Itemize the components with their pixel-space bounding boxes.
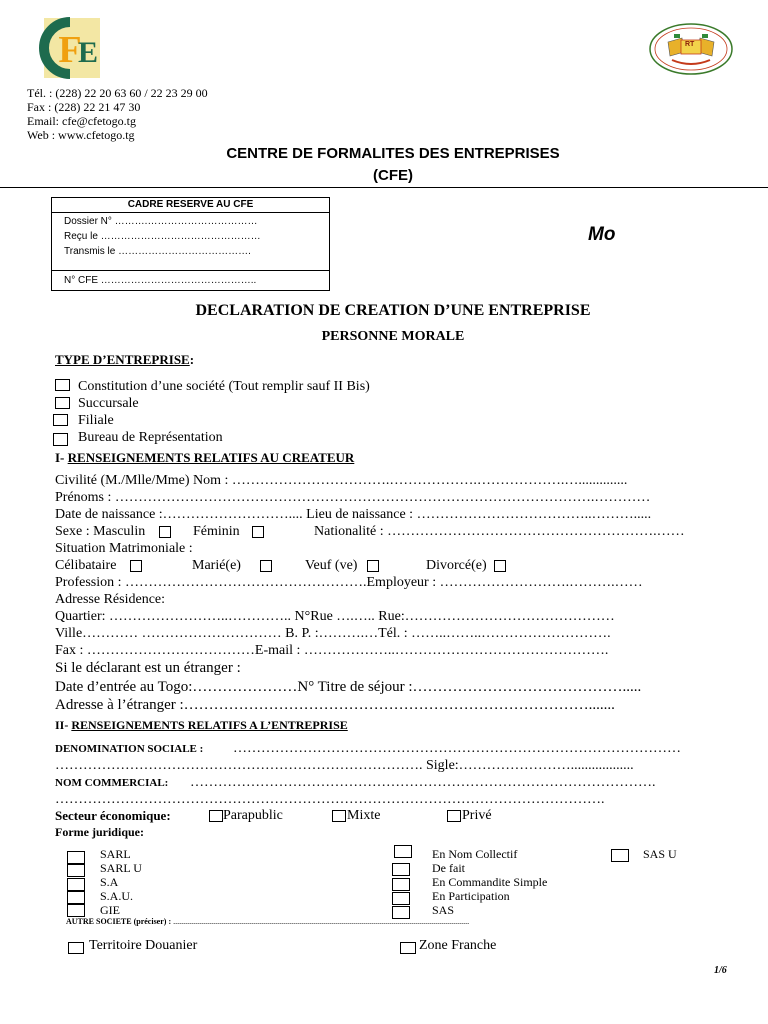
forme-sasu-checkbox[interactable] [611,849,629,862]
svg-text:F: F [58,29,82,71]
forme-nom-collectif-label: En Nom Collectif [432,847,518,861]
type-filiale-label: Filiale [78,413,114,428]
marie-label: Marié(e) [192,558,241,573]
subtitle: PERSONNE MORALE [321,329,465,344]
contact-tel: Tél. : (228) 22 20 63 60 / 22 23 29 00 [27,86,208,100]
forme-sau-label: S.A.U. [100,889,134,903]
denomination-label: DENOMINATION SOCIALE : [55,743,204,755]
autre-societe-label: AUTRE SOCIETE [66,917,132,926]
field-sigle[interactable]: ……………………………………………………………………. Sigle:…………………….................. [55,758,634,773]
type-constitution-label: Constitution d’une société (Tout remplir sauf II Bis) [78,379,370,394]
field-nom-commercial[interactable]: ………………………………………………………………………………………. [190,775,656,790]
forme-sa-checkbox[interactable] [67,878,85,891]
reserved-dossier: Dossier N° ……….…………………………… [64,216,258,227]
territoire-douanier-checkbox[interactable] [68,942,84,954]
divorce-checkbox[interactable] [494,560,506,572]
secteur-label: Secteur économique: [55,808,171,823]
forme-gie-label: GIE [100,903,120,917]
forme-sarlu-label: SARL U [100,861,142,875]
field-quartier[interactable]: Quartier: ……………………..………….. N°Rue ….….. Rue:……………………………………… [55,609,615,624]
reserved-ncfe: N° CFE ……………………………………….. [64,275,257,286]
parapublic-checkbox[interactable] [209,810,223,822]
celibataire-checkbox[interactable] [130,560,142,572]
cfe-logo [30,16,102,80]
forme-sas-label: SAS [432,903,455,917]
nom-commercial-label: NOM COMMERCIAL: [55,777,169,789]
svg-text:E: E [77,36,99,69]
autre-societe-preciser: (préciser) : [133,917,172,926]
mixte-label: Mixte [347,808,381,823]
contact-web: Web : www.cfetogo.tg [27,128,135,142]
forme-commandite-label: En Commandite Simple [432,875,548,889]
type-succursale-label: Succursale [78,396,139,411]
field-profession[interactable]: Profession : …………………………………………….Employeur : ……………………….……….…… [55,575,643,590]
zone-franche-label: Zone Franche [419,938,497,953]
forme-gie-checkbox[interactable] [67,904,85,917]
section2-heading: II- RENSEIGNEMENTS RELATIFS A L’ENTREPRISE [55,718,348,732]
contact-fax: Fax : (228) 22 21 47 30 [27,100,141,114]
mo-label: Mo [588,224,616,245]
reserved-box-title: CADRE RESERVE AU CFE [52,198,329,213]
divorce-label: Divorcé(e) [426,558,487,573]
prive-label: Privé [462,808,492,823]
seal-label: RT [685,41,695,48]
contact-email: Email: cfe@cfetogo.tg [27,114,137,128]
type-bureau-label: Bureau de Représentation [78,430,223,445]
forme-nom-collectif-checkbox[interactable] [394,845,412,858]
forme-sarl-checkbox[interactable] [67,851,85,864]
field-prenoms[interactable]: Prénoms : ………………………………………………………………………………………….………… [55,490,651,505]
section1-heading: I- RENSEIGNEMENTS RELATIFS AU CREATEUR [55,450,355,465]
type-filiale-checkbox[interactable] [53,414,68,426]
etranger-label: Si le déclarant est un étranger : [55,660,241,676]
type-succursale-checkbox[interactable] [55,397,70,409]
autre-societe-dots[interactable]: .................................................................................................................................................... [173,917,470,926]
field-fax[interactable]: Fax : ………………………………E-mail : ………………..………………………………………. [55,643,609,658]
sexe-label: Sexe : Masculin [55,524,146,539]
type-entreprise-heading: TYPE D’ENTREPRISE: [55,352,195,367]
forme-participation-label: En Participation [432,889,510,903]
forme-sa-label: S.A [100,875,119,889]
celibataire-label: Célibataire [55,558,117,573]
forme-sarl-label: SARL [100,847,131,861]
field-civilite[interactable]: Civilité (M./Mlle/Mme) Nom : …………………………….……………….……………….….............. [55,473,628,488]
marie-checkbox[interactable] [260,560,272,572]
zone-franche-checkbox[interactable] [400,942,416,954]
togo-seal [648,22,734,76]
forme-de-fait-label: De fait [432,861,465,875]
field-date-entree[interactable]: Date d’entrée au Togo:…………………N° Titre de séjour :……………………………………..... [55,679,642,695]
forme-sau-checkbox[interactable] [67,891,85,904]
sexe-masculin-checkbox[interactable] [159,526,171,538]
forme-participation-checkbox[interactable] [392,892,410,905]
type-constitution-checkbox[interactable] [55,379,70,391]
situation-label: Situation Matrimoniale : [55,541,193,556]
reserved-recu: Reçu le ………………………………………… [64,231,261,242]
field-nom-commercial-line2[interactable]: ………………………………………………………………………………………………………. [55,792,605,807]
center-title-line1: CENTRE DE FORMALITES DES ENTREPRISES [226,145,560,162]
field-ville[interactable]: Ville………… ………………………… B. P. :……….…Tél. : ……..……..………………………. [55,626,611,641]
header-divider [0,187,768,188]
adresse-label: Adresse Résidence: [55,592,166,607]
forme-de-fait-checkbox[interactable] [392,863,410,876]
mixte-checkbox[interactable] [332,810,346,822]
type-bureau-checkbox[interactable] [53,433,68,446]
forme-sarlu-checkbox[interactable] [67,864,85,877]
field-denomination[interactable]: …………………………………………………………………………………… [233,741,681,756]
territoire-douanier-label: Territoire Douanier [89,938,198,953]
center-title-line2: (CFE) [373,167,413,184]
autre-societe-row[interactable] [66,917,469,926]
field-adresse-etranger[interactable]: Adresse à l’étranger :………………………………………………………………………....... [55,697,615,713]
reserved-box [51,197,330,291]
sexe-feminin-label: Féminin [193,524,240,539]
forme-sasu-label: SAS U [643,847,677,861]
prive-checkbox[interactable] [447,810,461,822]
parapublic-label: Parapublic [223,808,283,823]
main-title: DECLARATION DE CREATION D’UNE ENTREPRISE [195,302,591,319]
sexe-feminin-checkbox[interactable] [252,526,264,538]
forme-commandite-checkbox[interactable] [392,878,410,891]
field-date-naissance[interactable]: Date de naissance :……………………….... Lieu de naissance : ………………………………..………..... [55,507,652,522]
field-nationalite[interactable]: Nationalité : ………………………………………………….…… [314,524,685,539]
veuf-checkbox[interactable] [367,560,379,572]
forme-juridique-label: Forme juridique: [55,825,144,839]
veuf-label: Veuf (ve) [305,558,358,573]
reserved-transmis: Transmis le …………………………………. [64,246,251,257]
page-number: 1/6 [714,965,727,976]
